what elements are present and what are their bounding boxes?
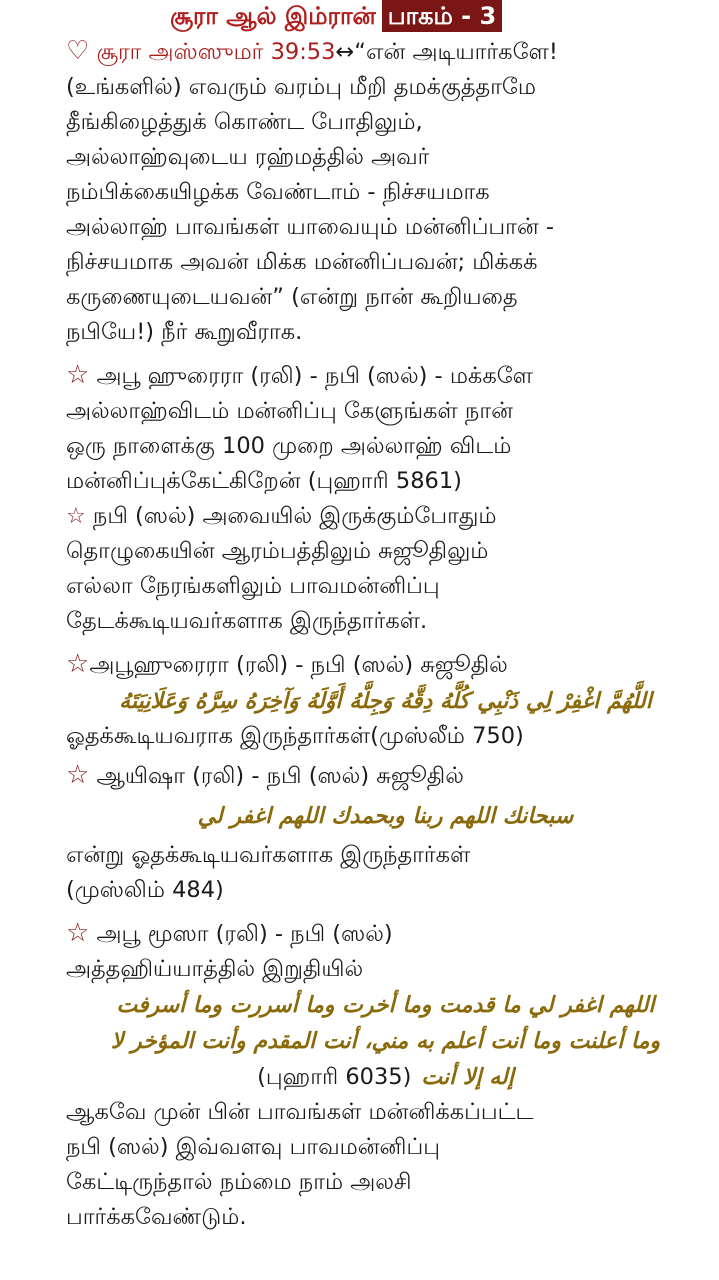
arabic-dua: سبحانك اللهم ربنا وبحمدك اللهم اغفر لي: [197, 803, 574, 829]
star-icon: ☆: [66, 360, 90, 390]
conclusion-block: [66, 1095, 705, 1235]
hadith-line: ஓதக்கூடியவராக இருந்தார்கள்(முஸ்லீம் 750): [66, 723, 524, 749]
verse-line: தீங்கிழைத்துக் கொண்ட போதிலும்,: [66, 109, 423, 135]
hadith-line: அபூஹுரைரா (ரலி) - நபி (ஸல்) சுஜூதில்: [89, 652, 508, 678]
hadith-aisha-block: [66, 758, 705, 908]
part-badge: பாகம் - 3: [382, 0, 502, 32]
conclusion-line: பார்க்கவேண்டும்.: [66, 1204, 247, 1230]
arabic-dua: اللهم اغفر لي ما قدمت وما أخرت وما أسررت وما أسرفت: [116, 992, 655, 1018]
hadith-line: அபூ மூஸா (ரலி) - நபி (ஸல்): [96, 921, 393, 947]
content: [66, 34, 705, 1235]
arabic-dua: إله إلا أنت: [421, 1064, 514, 1090]
note-line: எல்லா நேரங்களிலும் பாவமன்னிப்பு: [66, 573, 440, 599]
star-icon: ☆: [66, 760, 90, 790]
hadith-abu-musa-block: [66, 916, 705, 1095]
heart-icon: ♡: [66, 36, 90, 66]
verse-block: [66, 34, 705, 350]
hadith-line: ஒரு நாளைக்கு 100 முறை அல்லாஹ் விடம்: [66, 433, 512, 459]
note-line: நபி (ஸல்) அவையில் இருக்கும்போதும்: [92, 503, 497, 529]
note-line: தொழுகையின் ஆரம்பத்திலும் சுஜூதிலும்: [66, 538, 489, 564]
arabic-dua-end-line: [66, 1059, 705, 1095]
conclusion-line: கேட்டிருந்தால் நம்மை நாம் அலசி: [66, 1169, 412, 1195]
hadith-reference: (புஹாரி 6035): [257, 1064, 412, 1090]
note-line: தேடக்கூடியவர்களாக இருந்தார்கள்.: [66, 608, 428, 634]
arabic-dua: وما أعلنت وما أنت أعلم به مني، أنت المقدم وأنت المؤخر لا: [110, 1028, 661, 1054]
star-icon: ☆: [66, 918, 90, 948]
hadith-line: அத்தஹிய்யாத்தில் இறுதியில்: [66, 956, 364, 982]
arabic-dua: اللَّهُمَّ اغْفِرْ لِي ذَنْبِي كُلَّهُ دِقَّهُ وَجِلَّهُ أَوَّلَهُ وَآخِرَهُ سِرَّهُ وَعَلَانِيَتَهُ: [119, 688, 652, 714]
note-block: [66, 499, 705, 639]
verse-line: கருணையுடையவன்” (என்று நான் கூறியதை: [66, 284, 518, 310]
page-header: [170, 0, 502, 32]
verse-line: “என் அடியார்களே!: [354, 39, 558, 65]
hadith-line: அல்லாஹ்விடம் மன்னிப்பு கேளுங்கள் நான்: [66, 398, 513, 424]
hadith-abu-huraira-block: [66, 358, 705, 499]
verse-line: அல்லாஹ்வுடைய ரஹ்மத்தில் அவர்: [66, 144, 430, 170]
hadith-line: அபூ ஹுரைரா (ரலி) - நபி (ஸல்) - மக்களே: [96, 363, 533, 389]
verse-line: அல்லாஹ் பாவங்கள் யாவையும் மன்னிப்பான் -: [66, 214, 555, 240]
star-outline-icon: ☆: [66, 504, 86, 529]
surah-title: சூரா ஆல் இம்ரான்: [170, 2, 376, 30]
hadith-line: என்று ஓதக்கூடியவர்களாக இருந்தார்கள்: [66, 842, 471, 868]
verse-line: நம்பிக்கையிழக்க வேண்டாம் - நிச்சயமாக: [66, 179, 490, 205]
double-arrow-icon: ↔: [335, 39, 355, 65]
hadith-line: (முஸ்லிம் 484): [66, 877, 224, 903]
conclusion-line: ஆகவே முன் பின் பாவங்கள் மன்னிக்கப்பட்ட: [66, 1099, 534, 1125]
hadith-line: மன்னிப்புக்கேட்கிறேன் (புஹாரி 5861): [66, 468, 462, 494]
verse-reference: சூரா அஸ்ஸுமர் 39:53: [96, 39, 336, 65]
hadith-sujood-block: [66, 647, 705, 754]
star-icon: ☆: [66, 649, 90, 679]
hadith-line: ஆயிஷா (ரலி) - நபி (ஸல்) சுஜூதில்: [96, 763, 464, 789]
conclusion-line: நபி (ஸல்) இவ்வளவு பாவமன்னிப்பு: [66, 1134, 440, 1160]
verse-line: நிச்சயமாக அவன் மிக்க மன்னிப்பவன்; மிக்கக்: [66, 249, 538, 275]
verse-line: (உங்களில்) எவரும் வரம்பு மீறி தமக்குத்தாமே: [66, 74, 536, 100]
verse-line: நபியே!) நீர் கூறுவீராக.: [66, 319, 303, 345]
